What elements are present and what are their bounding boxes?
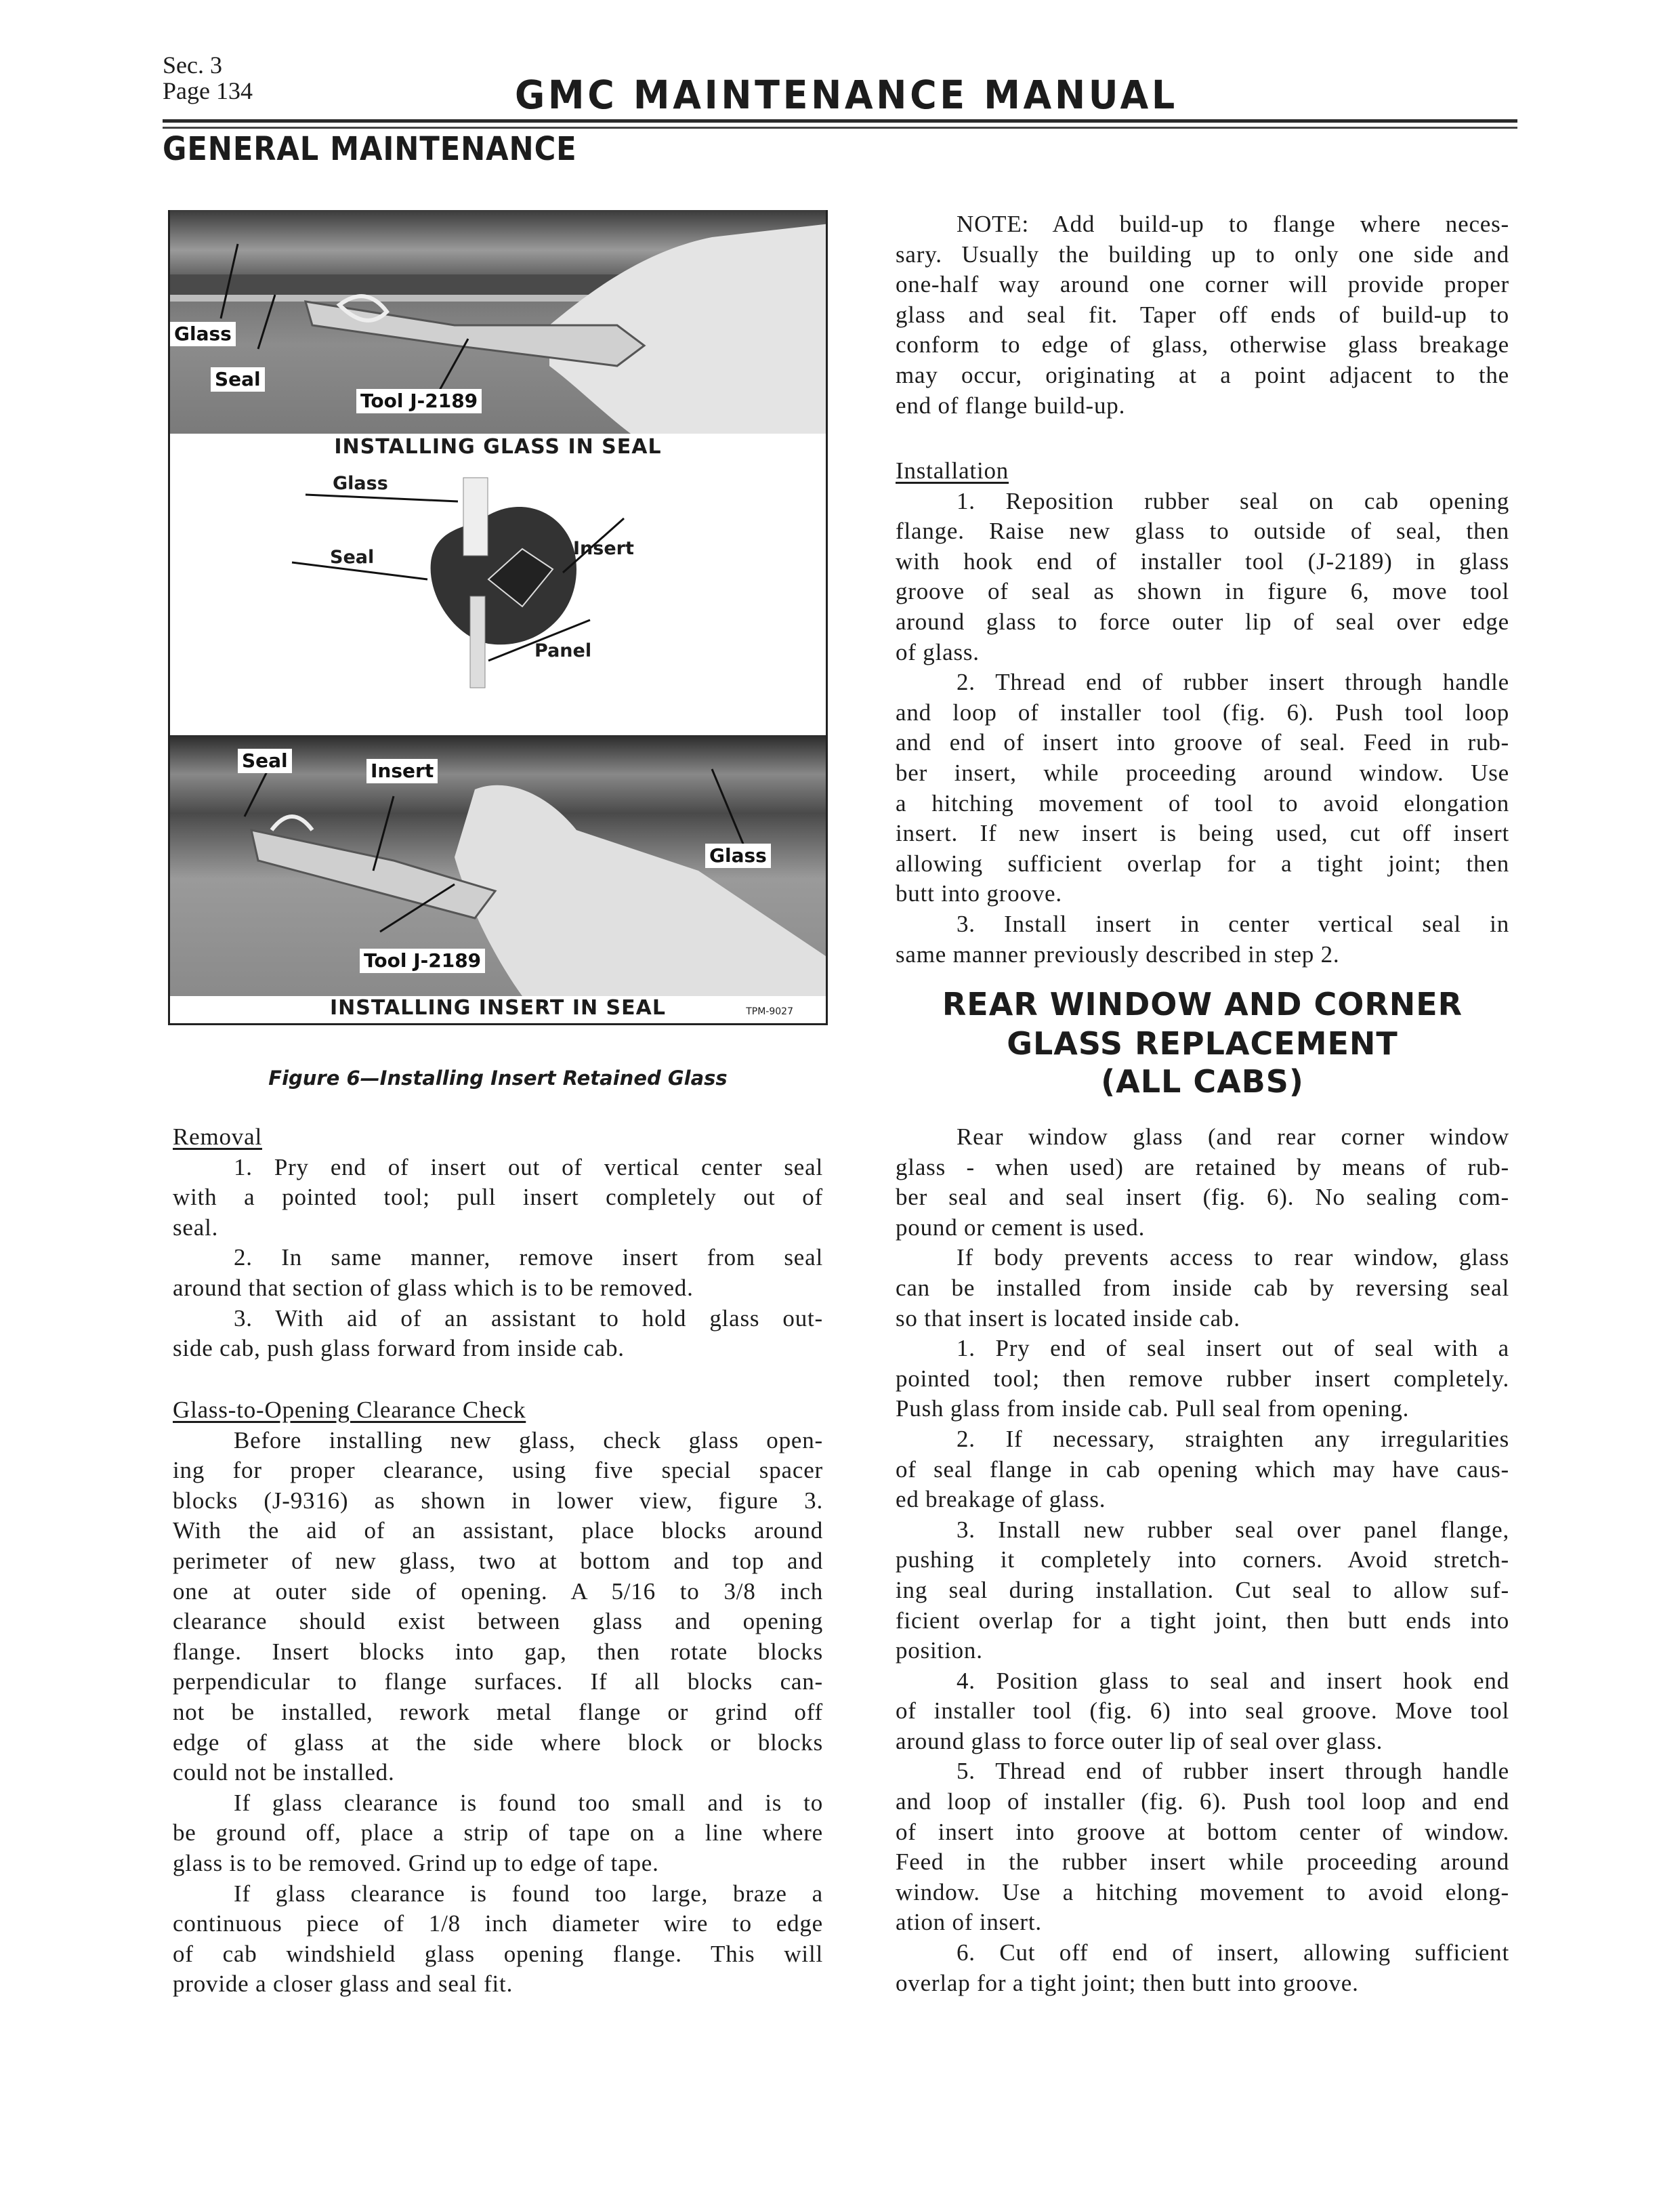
paragraph-line: a hitching movement of tool to avoid elongation (896, 789, 1509, 817)
paragraph-line: flange. Raise new glass to outside of seal, then (896, 518, 1509, 545)
subsection-heading-row (896, 456, 1509, 487)
paragraph-line: one at outer side of opening. A 5/16 to 3/8 inch (173, 1577, 823, 1605)
label-tool: Tool J-2189 (360, 949, 485, 973)
paragraph-line: blocks (J-9316) as shown in lower view, figure 3. (173, 1487, 823, 1514)
paragraph-line: window. Use a hitching movement to avoid elong- (896, 1878, 1509, 1905)
rear-window-heading-line: GLASS REPLACEMENT (1007, 1025, 1398, 1062)
paragraph-line: edge of glass at the side where block or blocks (173, 1729, 823, 1756)
paragraph-line: same manner previously described in step 2. (896, 941, 1340, 968)
paragraph-line: Rear window glass (and rear corner window (957, 1123, 1509, 1150)
paragraph-line: sary. Usually the building up to only one side and (896, 241, 1509, 268)
paragraph-line: 2. If necessary, straighten any irregularities (957, 1425, 1509, 1452)
subsection-heading: Installation (896, 457, 1009, 484)
paragraph-line: and loop of installer tool (fig. 6). Push tool loop (896, 699, 1509, 726)
section-number: Sec. 3 (163, 51, 222, 79)
paragraph-line: 1. Pry end of insert out of vertical center seal (234, 1153, 823, 1180)
paragraph-line: If glass clearance is found too large, braze a (234, 1880, 823, 1907)
subsection-heading: Removal (173, 1123, 262, 1150)
label-insert: Insert (366, 759, 438, 783)
paragraph-line: seal. (173, 1214, 219, 1241)
paragraph-line: ing for proper clearance, using five special spacer (173, 1457, 823, 1484)
paragraph-line: glass is to be removed. Grind up to edge of tape. (173, 1849, 659, 1876)
clearance-check-section (173, 1395, 823, 2000)
paragraph-line: ation of insert. (896, 1909, 1042, 1936)
paragraph-line: perimeter of new glass, two at bottom and top and (173, 1547, 823, 1574)
label-tool: Tool J-2189 (356, 389, 482, 413)
label-insert: Insert (573, 538, 634, 559)
paragraph-line: so that insert is located inside cab. (896, 1304, 1240, 1332)
seal-cross-section-diagram (170, 461, 830, 745)
paragraph-line: glass - when used) are retained by means of rub- (896, 1153, 1509, 1180)
manual-title: GMC MAINTENANCE MANUAL (515, 72, 1178, 118)
rear-window-heading-line: REAR WINDOW AND CORNER (942, 986, 1463, 1023)
rear-window-section (896, 1122, 1509, 1998)
label-glass: Glass (333, 473, 388, 494)
paragraph-line: overlap for a tight joint; then butt into groove. (896, 1969, 1359, 1996)
paragraph-line: could not be installed. (173, 1759, 395, 1786)
paragraph-line: provide a closer glass and seal fit. (173, 1970, 513, 1998)
paragraph-line: around glass to force outer lip of seal over edge (896, 608, 1509, 635)
paragraph-line: one-half way around one corner will provide proper (896, 271, 1509, 298)
paragraph-line: around glass to force outer lip of seal over glass. (896, 1727, 1383, 1754)
paragraph-line: of installer tool (fig. 6) into seal groove. Move tool (896, 1697, 1509, 1725)
paragraph-line: NOTE: Add build-up to flange where neces- (957, 211, 1509, 237)
rear-window-heading-line: (ALL CABS) (1101, 1063, 1304, 1100)
paragraph-line: ficient overlap for a tight joint, then butt ends into (896, 1607, 1509, 1634)
paragraph-line: 1. Reposition rubber seal on cab opening (957, 487, 1509, 514)
paragraph-line: pushing it completely into corners. Avoid stretch- (896, 1546, 1509, 1573)
paragraph-line: 3. Install insert in center vertical seal in (957, 910, 1509, 937)
header-rule (163, 119, 1517, 123)
photo-installing-insert (170, 735, 826, 996)
paragraph-line: with a pointed tool; pull insert completely out of (173, 1184, 823, 1211)
paragraph-line: continuous piece of 1/8 inch diameter wire to edge (173, 1910, 823, 1937)
paragraph-line: can be installed from inside cab by reversing seal (896, 1274, 1509, 1301)
label-panel: Panel (534, 640, 592, 661)
label-seal: Seal (211, 367, 265, 392)
paragraph-line: position. (896, 1637, 983, 1664)
hand-tool-illustration (170, 210, 826, 434)
paragraph-line: butt into groove. (896, 880, 1062, 907)
caption-installing-glass: INSTALLING GLASS IN SEAL (334, 435, 662, 459)
label-seal: Seal (330, 547, 375, 568)
figure-code: TPM-9027 (746, 1006, 793, 1017)
paragraph-line: conform to edge of glass, otherwise glass breakage (896, 331, 1509, 358)
paragraph-line: insert. If new insert is being used, cut off insert (896, 820, 1509, 847)
paragraph-line: perpendicular to flange surfaces. If all blocks can- (173, 1668, 823, 1695)
paragraph-line: of cab windshield glass opening flange. This will (173, 1940, 823, 1967)
paragraph-line: ed breakage of glass. (896, 1486, 1106, 1513)
paragraph-line: Push glass from inside cab. Pull seal from opening. (896, 1395, 1410, 1422)
note-section (896, 209, 1509, 421)
removal-section (173, 1122, 823, 1364)
paragraph-line: glass and seal fit. Taper off ends of build-up to (896, 301, 1509, 328)
paragraph-line: side cab, push glass forward from inside cab. (173, 1335, 625, 1362)
figure-caption: Figure 6—Installing Insert Retained Glass (268, 1067, 728, 1090)
paragraph-line: clearance should exist between glass and opening (173, 1608, 823, 1635)
figure-6 (168, 210, 828, 1025)
paragraph-line: ing seal during installation. Cut seal to allow suf- (896, 1576, 1509, 1603)
paragraph-line: of seal flange in cab opening which may have caus- (896, 1456, 1509, 1483)
subsection-heading-row (173, 1395, 823, 1426)
paragraph-line: Feed in the rubber insert while proceeding around (896, 1849, 1509, 1876)
paragraph-line: around that section of glass which is to be removed. (173, 1274, 694, 1301)
paragraph-line: 4. Position glass to seal and insert hook end (957, 1667, 1509, 1694)
paragraph-line: 3. Install new rubber seal over panel flange, (957, 1516, 1509, 1543)
paragraph-line: 3. With aid of an assistant to hold glass out- (234, 1304, 823, 1332)
paragraph-line: 6. Cut off end of insert, allowing sufficient (957, 1939, 1509, 1966)
paragraph-line: Before installing new glass, check glass open- (234, 1426, 823, 1453)
paragraph-line: and end of insert into groove of seal. Feed in rub- (896, 729, 1509, 756)
paragraph-line: pound or cement is used. (896, 1214, 1146, 1241)
label-seal: Seal (238, 749, 292, 773)
paragraph-line: of glass. (896, 638, 980, 665)
paragraph-line: 2. In same manner, remove insert from seal (234, 1244, 823, 1271)
paragraph-line: 2. Thread end of rubber insert through handle (957, 669, 1509, 696)
paragraph-line: pointed tool; then remove rubber insert completely. (896, 1365, 1509, 1392)
label-glass: Glass (170, 322, 236, 346)
paragraph-line: ber seal and seal insert (fig. 6). No sealing com- (896, 1184, 1509, 1211)
paragraph-line: groove of seal as shown in figure 6, move tool (896, 578, 1509, 605)
paragraph-line: end of flange build-up. (896, 392, 1126, 419)
paragraph-line: of insert into groove at bottom center of window. (896, 1818, 1509, 1845)
caption-installing-insert: INSTALLING INSERT IN SEAL (330, 996, 666, 1020)
paragraph-line: If glass clearance is found too small and is to (234, 1789, 823, 1816)
paragraph-line: 5. Thread end of rubber insert through handle (957, 1758, 1509, 1785)
label-glass: Glass (705, 844, 771, 868)
paragraph-line: With the aid of an assistant, place blocks around (173, 1517, 823, 1544)
header-rule (163, 127, 1517, 129)
installation-section (896, 456, 1509, 970)
paragraph-line: If body prevents access to rear window, glass (957, 1244, 1509, 1271)
paragraph-line: may occur, originating at a point adjacent to the (896, 361, 1509, 388)
page-number: Page 134 (163, 77, 253, 104)
paragraph-line: with hook end of installer tool (J-2189) in glass (896, 548, 1509, 575)
paragraph-line: 1. Pry end of seal insert out of seal with a (957, 1335, 1509, 1362)
subsection-heading: Glass-to-Opening Clearance Check (173, 1397, 526, 1423)
paragraph-line: flange. Insert blocks into gap, then rotate blocks (173, 1638, 823, 1665)
section-title: GENERAL MAINTENANCE (163, 130, 577, 168)
paragraph-line: not be installed, rework metal flange or grind off (173, 1698, 823, 1725)
subsection-heading-row (173, 1122, 823, 1153)
paragraph-line: ber insert, while proceeding around window. Use (896, 759, 1509, 786)
photo-installing-glass (170, 210, 826, 434)
paragraph-line: be ground off, place a strip of tape on a line where (173, 1819, 823, 1846)
paragraph-line: allowing sufficient overlap for a tight joint; then (896, 850, 1509, 877)
paragraph-line: and loop of installer (fig. 6). Push tool loop and end (896, 1788, 1509, 1815)
